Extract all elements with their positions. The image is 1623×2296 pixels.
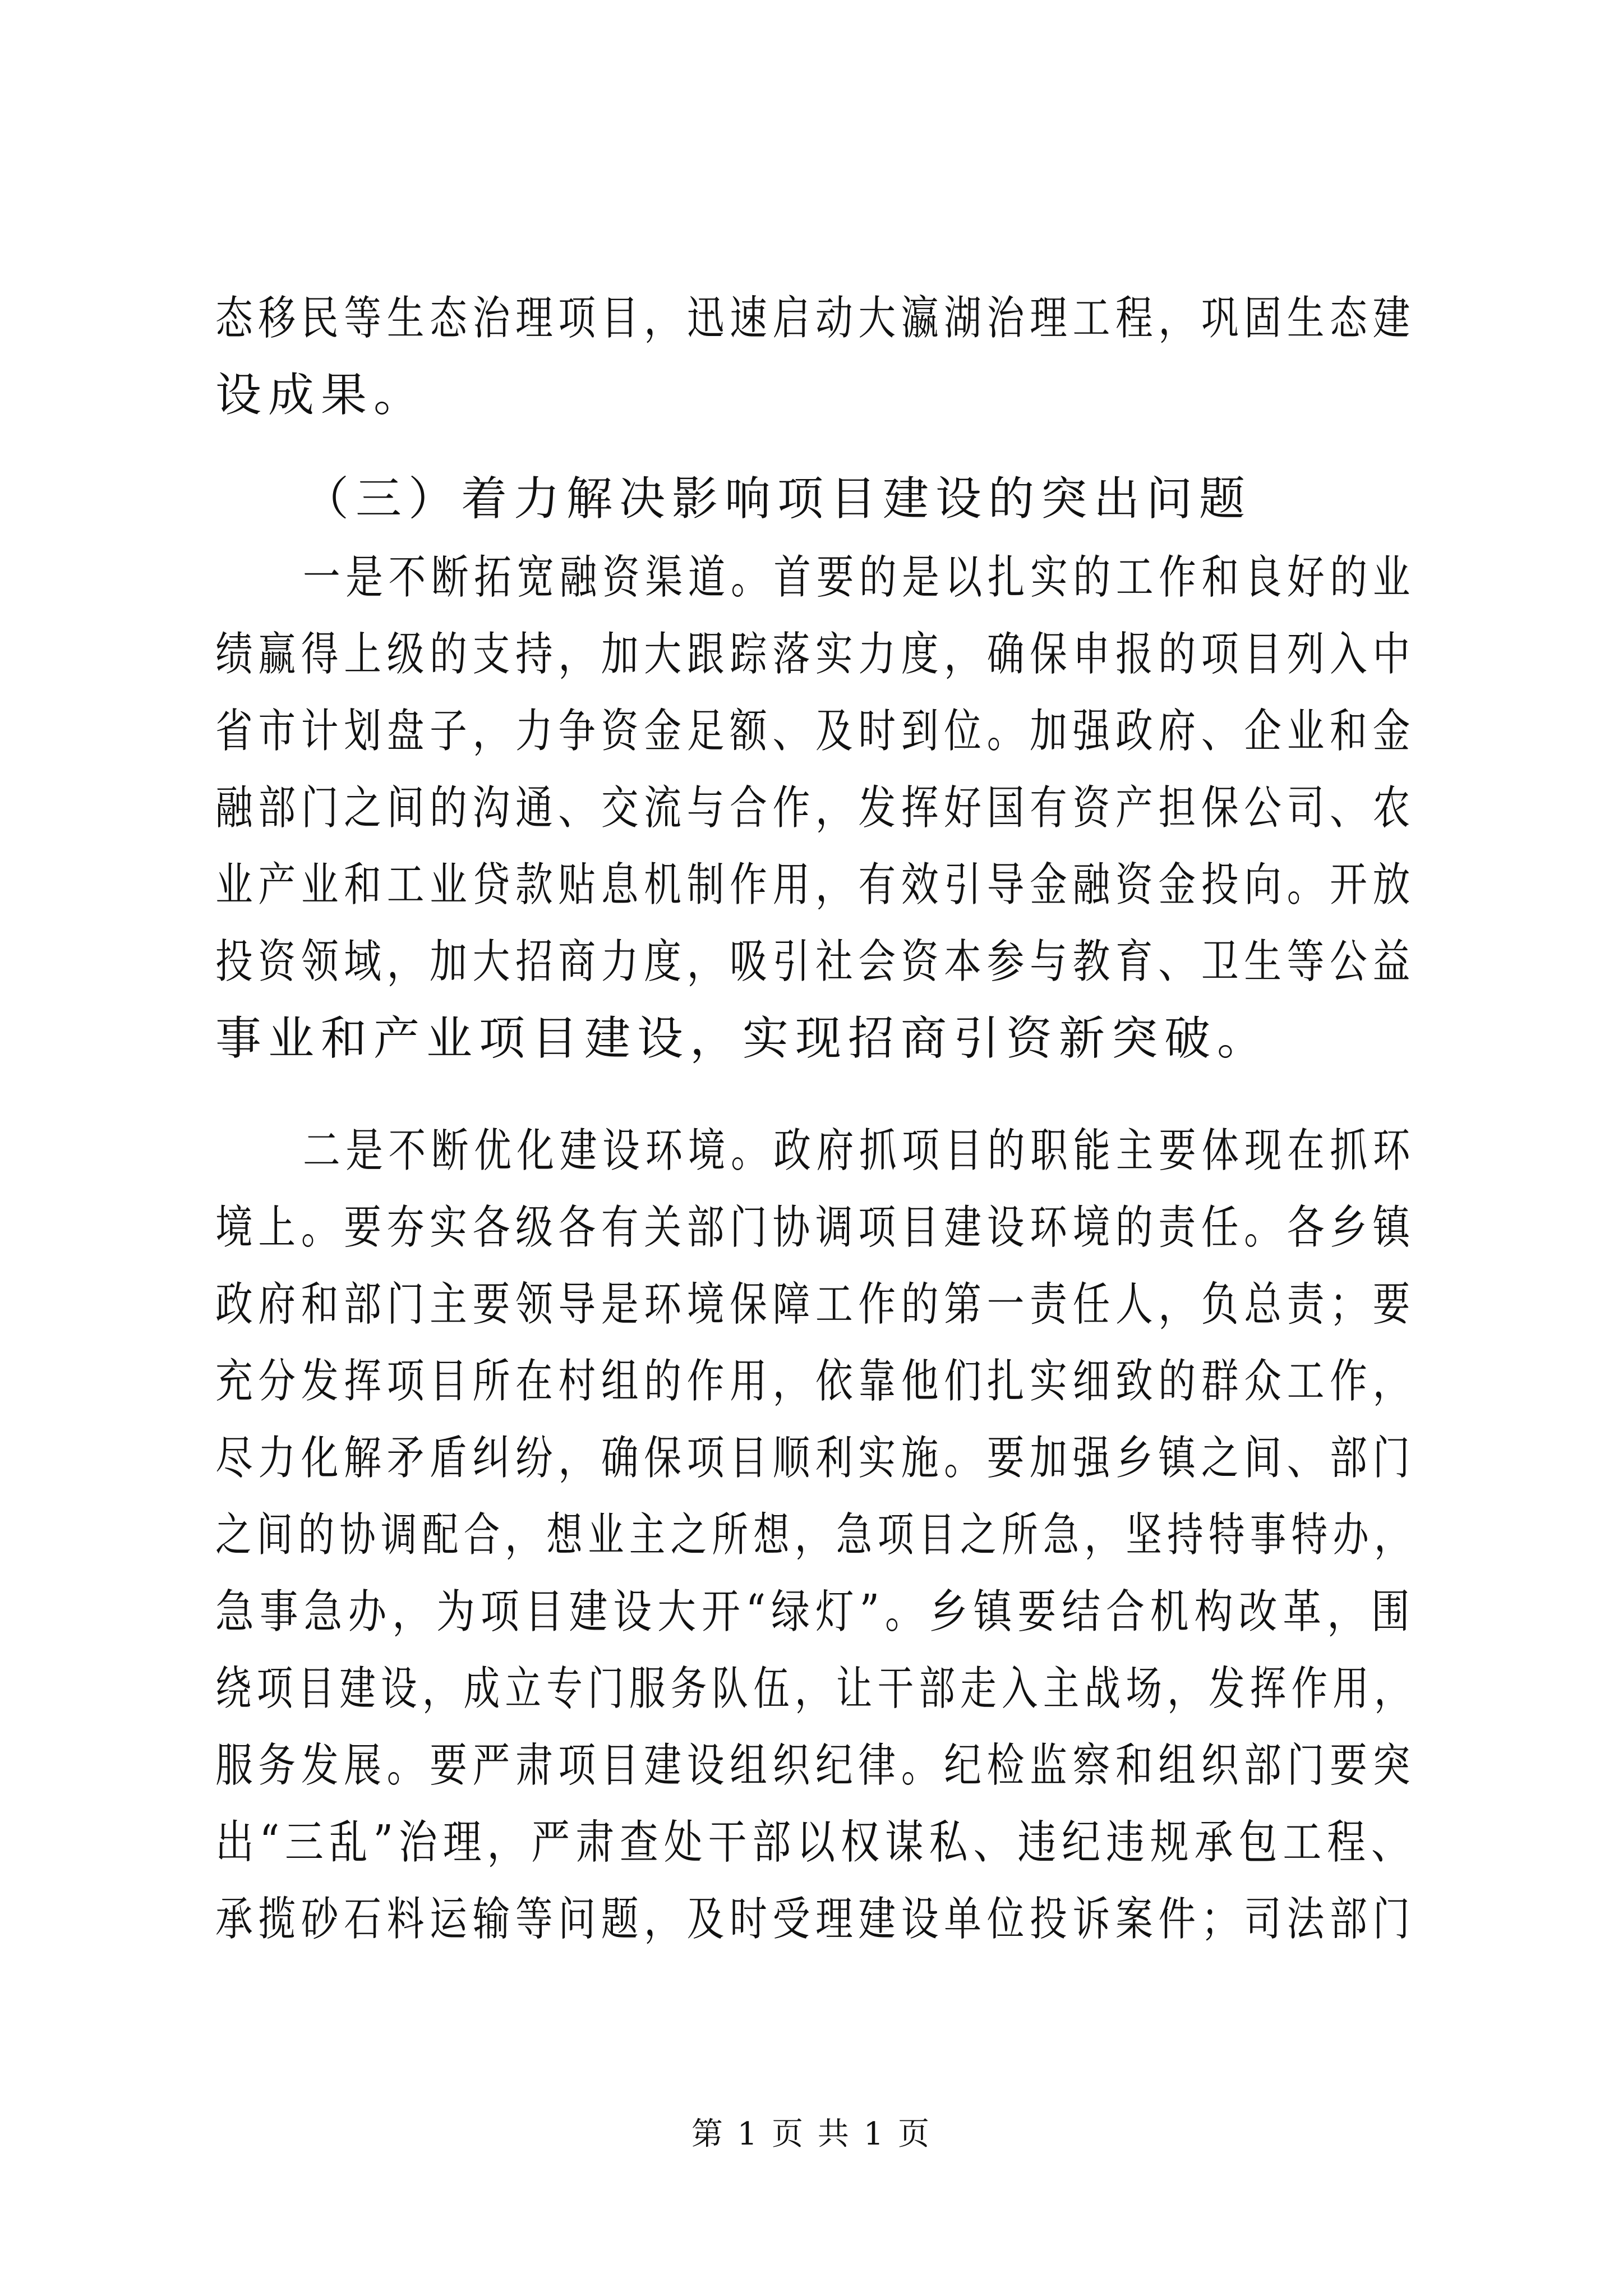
text-line: 绩赢得上级的支持，加大跟踪落实力度，确保申报的项目列入中 xyxy=(215,628,1416,681)
text-line: 承揽砂石料运输等问题，及时受理建设单位投诉案件；司法部门 xyxy=(215,1893,1416,1946)
text-line: 投资领域，加大招商力度，吸引社会资本参与教育、卫生等公益 xyxy=(215,935,1416,988)
text-line: 设成果。 xyxy=(215,369,427,422)
text-line: 政府和部门主要领导是环境保障工作的第一责任人，负总责；要 xyxy=(215,1278,1416,1331)
text-line: 态移民等生态治理项目，迅速启动大瀛湖治理工程，巩固生态建 xyxy=(215,292,1416,345)
text-line: 急事急办，为项目建设大开“绿灯”。乡镇要结合机构改革，围 xyxy=(215,1585,1415,1639)
text-line: 服务发展。要严肃项目建设组织纪律。纪检监察和组织部门要突 xyxy=(215,1739,1416,1792)
text-line: 充分发挥项目所在村组的作用，依靠他们扎实细致的群众工作， xyxy=(215,1355,1416,1408)
text-line: 境上。要夯实各级各有关部门协调项目建设环境的责任。各乡镇 xyxy=(215,1201,1416,1254)
text-line: 融部门之间的沟通、交流与合作，发挥好国有资产担保公司、农 xyxy=(215,781,1416,835)
text-line: 省市计划盘子，力争资金足额、及时到位。加强政府、企业和金 xyxy=(215,705,1416,758)
page-number-label: 第 1 页 共 1 页 xyxy=(691,2116,932,2152)
paragraph-first-line: 二是不断优化建设环境。政府抓项目的职能主要体现在抓环 xyxy=(303,1124,1416,1177)
text-line: 绕项目建设，成立专门服务队伍，让干部走入主战场，发挥作用， xyxy=(215,1662,1416,1715)
paragraph-first-line: 一是不断拓宽融资渠道。首要的是以扎实的工作和良好的业 xyxy=(303,551,1416,604)
text-line: 尽力化解矛盾纠纷，确保项目顺利实施。要加强乡镇之间、部门 xyxy=(215,1432,1416,1485)
text-line: 之间的协调配合，想业主之所想，急项目之所急，坚持特事特办， xyxy=(215,1508,1416,1562)
page-footer xyxy=(0,2109,1623,2160)
text-line: 出“三乱”治理，严肃查处干部以权谋私、违纪违规承包工程、 xyxy=(215,1816,1415,1869)
section-heading: （三）着力解决影响项目建设的突出问题 xyxy=(303,472,1252,526)
text-line: 事业和产业项目建设，实现招商引资新突破。 xyxy=(215,1012,1270,1065)
text-line: 业产业和工业贷款贴息机制作用，有效引导金融资金投向。开放 xyxy=(215,858,1416,912)
